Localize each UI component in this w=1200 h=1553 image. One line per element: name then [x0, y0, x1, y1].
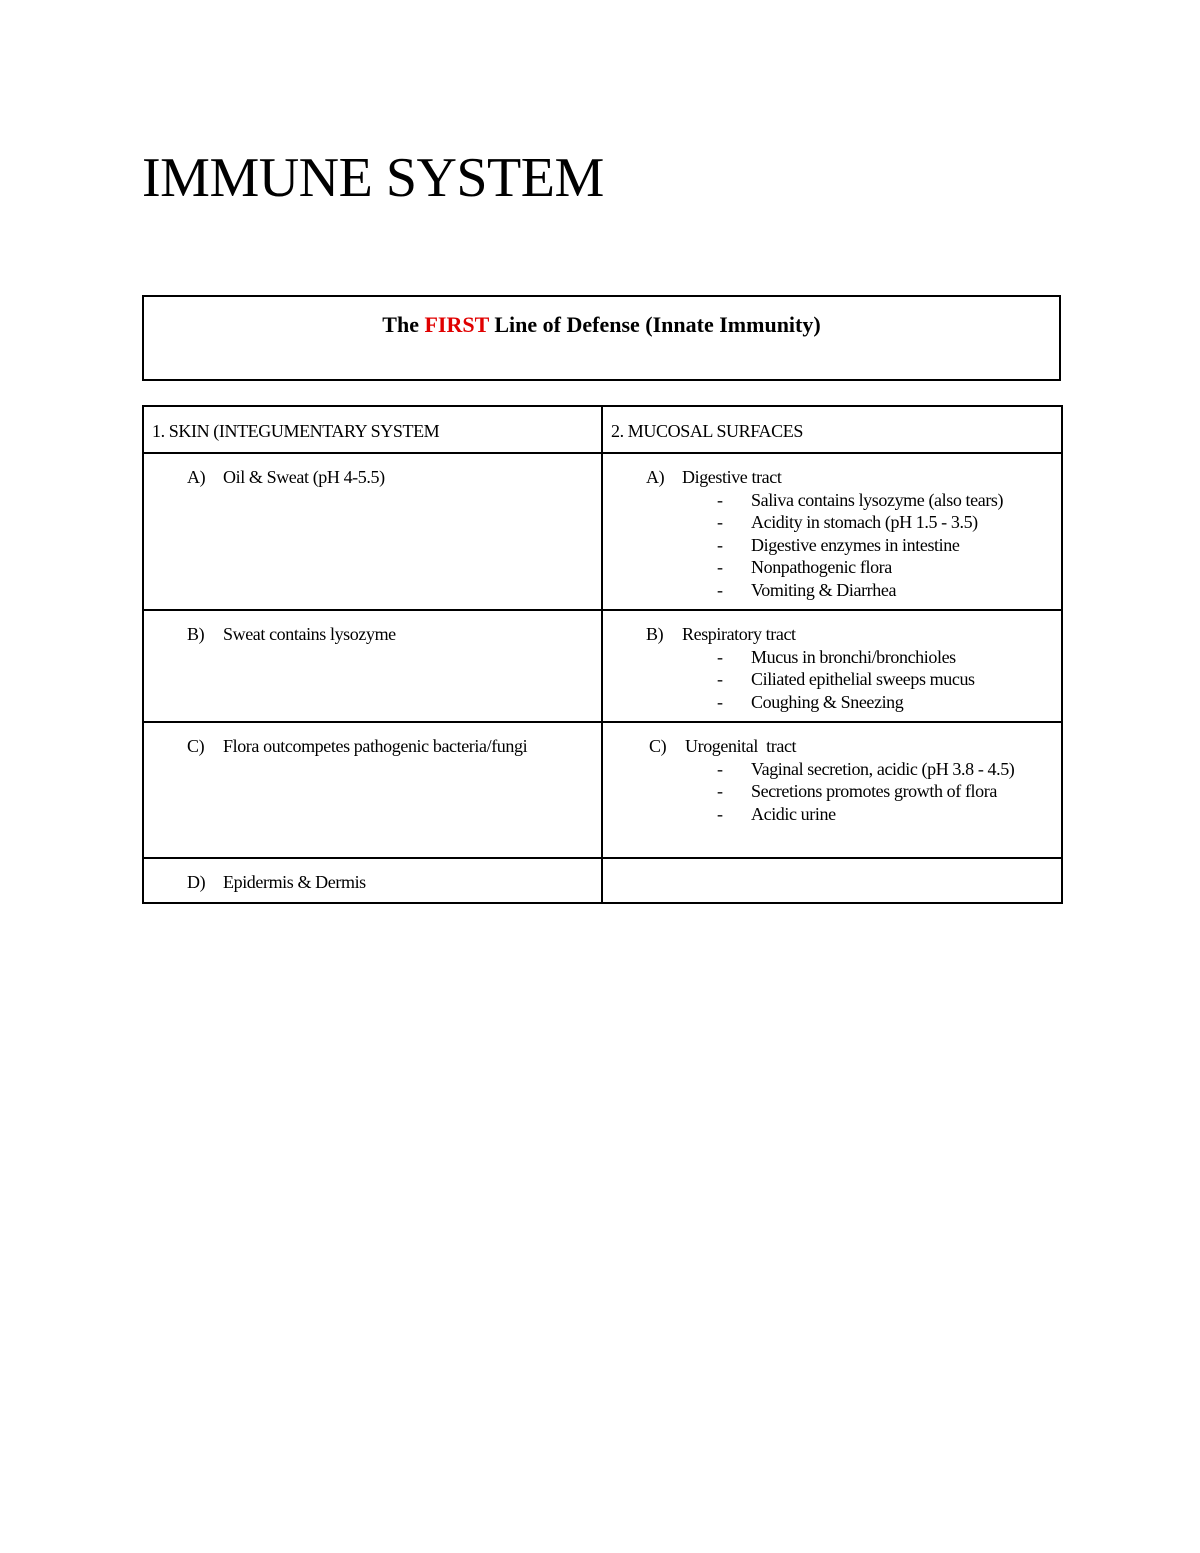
list-item: [603, 511, 1061, 534]
table-row: [143, 453, 1062, 610]
item-letter: B): [646, 624, 664, 644]
respiratory-sub-list: [603, 646, 1061, 714]
header-accent: FIRST: [424, 312, 489, 337]
dash-marker: -: [717, 489, 723, 510]
skin-header: 1. SKIN (INTEGUMENTARY SYSTEM: [152, 421, 440, 441]
skin-item-a-cell: [143, 453, 602, 610]
list-item-text: Nonpathogenic flora: [751, 557, 892, 577]
dash-marker: -: [717, 691, 723, 712]
item-letter: A): [187, 467, 206, 487]
table-row: [143, 610, 1062, 722]
dash-marker: -: [717, 512, 723, 532]
list-item-text: Secretions promotes growth of flora: [751, 781, 997, 801]
item-text: Flora outcompetes pathogenic bacteria/fungi: [223, 736, 528, 756]
list-item: [603, 646, 1061, 669]
list-item-text: Coughing & Sneezing: [751, 691, 904, 712]
header-suffix: Line of Defense (Innate Immunity): [488, 312, 821, 337]
list-item-text: Digestive enzymes in intestine: [751, 534, 960, 555]
dash-marker: -: [717, 646, 723, 667]
item-text: Respiratory tract: [682, 624, 796, 644]
defense-header-box: [142, 295, 1061, 381]
item-text: Sweat contains lysozyme: [223, 624, 396, 644]
item-text: Urogenital tract: [685, 736, 797, 756]
mucosal-item-a: [603, 466, 1061, 489]
mucosal-item-a-cell: [602, 453, 1062, 610]
defense-table: [142, 405, 1063, 904]
item-letter: D): [187, 872, 206, 892]
dash-marker: -: [717, 579, 723, 600]
dash-marker: -: [717, 781, 723, 801]
digestive-sub-list: [603, 489, 1061, 602]
item-text: Oil & Sweat (pH 4-5.5): [223, 467, 385, 487]
skin-item-b-cell: [143, 610, 602, 722]
list-item: [603, 556, 1061, 579]
skin-item-c: [144, 735, 601, 758]
mucosal-header: 2. MUCOSAL SURFACES: [611, 421, 803, 441]
table-row: [143, 722, 1062, 858]
list-item-text: Vomiting & Diarrhea: [751, 579, 897, 600]
mucosal-item-b: [603, 623, 1061, 646]
urogenital-sub-list: [603, 758, 1061, 826]
defense-header-title: [144, 311, 1059, 339]
skin-item-d: [144, 871, 601, 894]
item-text: Epidermis & Dermis: [223, 872, 366, 892]
item-letter: A): [646, 467, 665, 487]
list-item-text: Mucus in bronchi/bronchioles: [751, 646, 956, 667]
dash-marker: -: [717, 534, 723, 555]
empty-cell: [602, 858, 1062, 903]
list-item: [603, 758, 1061, 781]
list-item-text: Saliva contains lysozyme (also tears): [751, 489, 1004, 510]
item-letter: B): [187, 624, 205, 644]
dash-marker: -: [717, 557, 723, 577]
list-item-text: Vaginal secretion, acidic (pH 3.8 - 4.5): [751, 758, 1015, 779]
table-row: [143, 858, 1062, 903]
skin-item-d-cell: [143, 858, 602, 903]
list-item: [603, 534, 1061, 557]
dash-marker: -: [717, 669, 723, 689]
list-item: [603, 489, 1061, 512]
dash-marker: -: [717, 758, 723, 779]
skin-item-b: [144, 623, 601, 646]
list-item: [603, 691, 1061, 714]
list-item: [603, 803, 1061, 826]
item-text: Digestive tract: [682, 467, 782, 487]
list-item: [603, 579, 1061, 602]
list-item: [603, 668, 1061, 691]
item-letter: C): [187, 736, 205, 756]
mucosal-item-c: [603, 735, 1061, 758]
dash-marker: -: [717, 803, 723, 824]
page-title: IMMUNE SYSTEM: [142, 147, 604, 209]
list-item-text: Ciliated epithelial sweeps mucus: [751, 669, 975, 689]
mucosal-item-b-cell: [602, 610, 1062, 722]
mucosal-header-cell: [602, 406, 1062, 453]
list-item: [603, 780, 1061, 803]
skin-item-c-cell: [143, 722, 602, 858]
skin-header-cell: [143, 406, 602, 453]
table-header-row: [143, 406, 1062, 453]
item-letter: C): [649, 736, 667, 756]
list-item-text: Acidity in stomach (pH 1.5 - 3.5): [751, 512, 978, 532]
header-prefix: The: [382, 312, 425, 337]
skin-item-a: [144, 466, 601, 489]
mucosal-item-c-cell: [602, 722, 1062, 858]
list-item-text: Acidic urine: [751, 803, 836, 824]
